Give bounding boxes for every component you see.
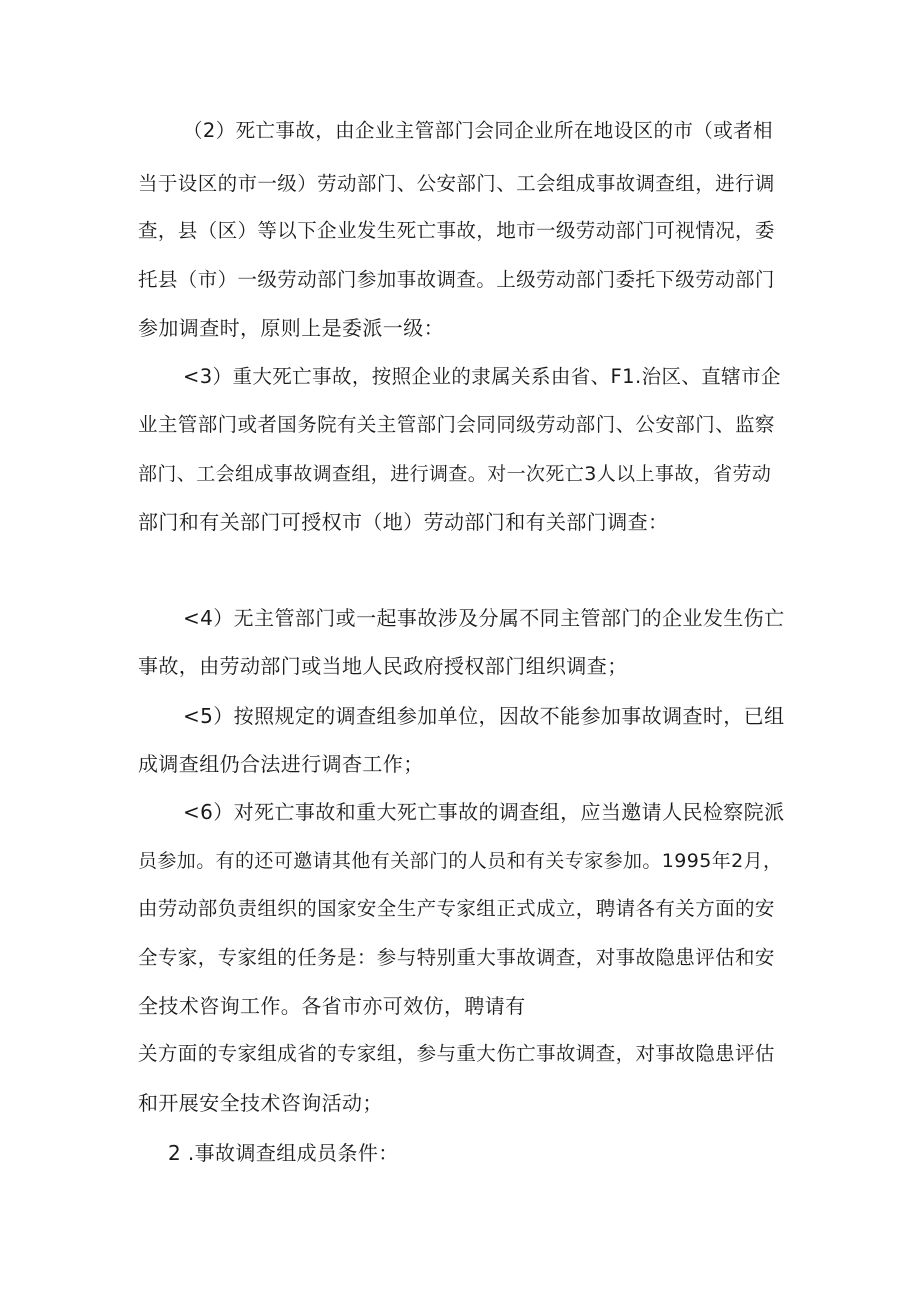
text-line: 成调查组仍合法进行调杳工作； — [138, 752, 424, 776]
text-line: 事故，由劳动部门或当地人民政府授权部门组织调查； — [138, 654, 628, 678]
text-line: 员参加。有的还可邀请其他有关部门的人员和有关专家参加。1995年2月， — [138, 850, 783, 872]
text-line: 查，县（区）等以下企业发生死亡事故，地市一级劳动部门可视情况，委 — [138, 219, 775, 242]
text-line: 部门、工会组成事故调查组，进行调查。对一次死亡3人以上事故，省劳动 — [138, 463, 772, 485]
text-line: <5）按照规定的调查组参加单位，因故不能参加事故调查时，已组 — [183, 704, 785, 728]
text-line: 部门和有关部门可授权市（地）劳动部门和有关部门调查： — [138, 510, 669, 534]
text-line: 全专家，专家组的任务是：参与特别重大事故调查，对事故隐患评估和安 — [138, 946, 775, 969]
text-line: （2）死亡事故，由企业主管部门会同企业所在地设区的市（或者相 — [183, 119, 773, 142]
text-line: <4）无主管部门或一起事故涉及分属不同主管部门的企业发生伤亡 — [183, 606, 785, 630]
text-line: <6）对死亡事故和重大死亡事故的调查组，应当邀请人民检察院派 — [183, 800, 785, 824]
text-line: 由劳动部负责组织的国家安全生产专家组正式成立，聘请各有关方面的安 — [138, 897, 775, 920]
text-line: 全技术咨询工作。各省市亦可效仿，聘请有 — [138, 994, 526, 1018]
text-line: 参加调查时，原则上是委派一级： — [138, 316, 444, 340]
text-line: 业主管部门或者国务院有关主管部门会同同级劳动部门、公安部门、监察 — [138, 413, 775, 436]
text-line: 当于设区的市一级）劳动部门、公安部门、工会组成事故调查组，进行调 — [138, 172, 775, 195]
text-line: 托县（市）一级劳动部门参加事故调查。上级劳动部门委托下级劳动部门 — [138, 268, 775, 291]
section-heading: 2 .事故调查组成员条件： — [168, 1141, 399, 1165]
text-line: 和开展安全技术咨询活动； — [138, 1091, 383, 1115]
text-line: 关方面的专家组成省的专家组，参与重大伤亡事故调查，对事故隐患评估 — [138, 1042, 775, 1065]
text-line: <3）重大死亡事故，按照企业的隶属关系由省、F1.治区、直辖市企 — [183, 365, 781, 388]
